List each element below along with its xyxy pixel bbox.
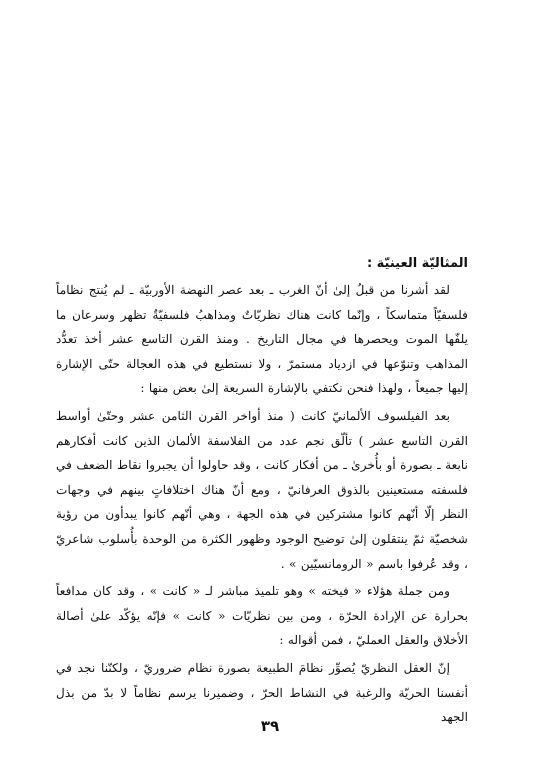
page-content bbox=[56, 253, 468, 733]
page-number: ٣٩ bbox=[260, 717, 280, 735]
paragraph-1: لقد أشرنا من قبلُ إلىٰ أنّ الغرب ـ بعد عصر النهضة الأوربيّة ـ لم يُنتج نظاماً فلسفيّاً متماسكاً ، وإنّما كانت هناك نظريّاتٌ ومذاهبُ فلسفيّةٌ تظهر وسرعان ما يلفّها الموت ويحصرها في مجال التاريخ . ومنذ القرن التاسع عشر أخذ تعدُّد المذاهب وتنوّعها في ازدياد مستمرّ ، ولا نستطيع في هذه العجالة حتّى الإشارة إليها جميعاً ، ولهذا فنحن نكتفي بالإشارة السريعة إلىٰ بعض منها : bbox=[56, 283, 468, 396]
paragraph-2: بعد الفيلسوف الألمانيّ كانت ( منذ أواخر القرن الثامن عشر وحتّىٰ أواسط القرن التاسع عشر ) تألّق نجم عدد من الفلاسفة الألمان الذين كانت أفكارهم نابعة ـ بصورة أو بأُخرىٰ ـ من أفكار كانت ، وقد حاولوا أن يجبروا نقاط الضعف في فلسفته مستعينين بالذوق العرفانيّ ، ومع أنّ هناك اختلافاتٍ بينهم في وجهات النظر إلّا أنّهم كانوا مشتركين في هذه الجهة ، وهي أنّهم كانوا يبدأون من رؤية شخصيّة ثمّ ينتقلون إلىٰ توضيح الوجود وظهور الكثرة من الوحدة بأُسلوب شاعريّ ، وقد عُرفوا باسم « الرومانسيّين » . bbox=[56, 408, 468, 571]
section-heading: المثاليّة العينيّة : bbox=[366, 256, 468, 271]
paragraph-3: ومن جملة هؤلاء « فيخته » وهو تلميذ مباشر لـ « كانت » ، وقد كان مدافعاً بحرارة عن الإرادة الحرّة ، ومن بين نظريّات « كانت » فإنّه يؤكّد علىٰ أصالة الأخلاق والعقل العمليّ ، فمن أقواله : bbox=[56, 584, 468, 648]
paragraph-4: إنّ العقل النظريّ يُصوِّر نظامَ الطبيعة بصورة نظام ضروريّ ، ولكنّنا نجد في أنفسنا الحريّة والرغبة في النشاط الحرّ ، وضميرنا يرسم نظاماً لا بدّ من بذل الجهد bbox=[56, 660, 468, 725]
